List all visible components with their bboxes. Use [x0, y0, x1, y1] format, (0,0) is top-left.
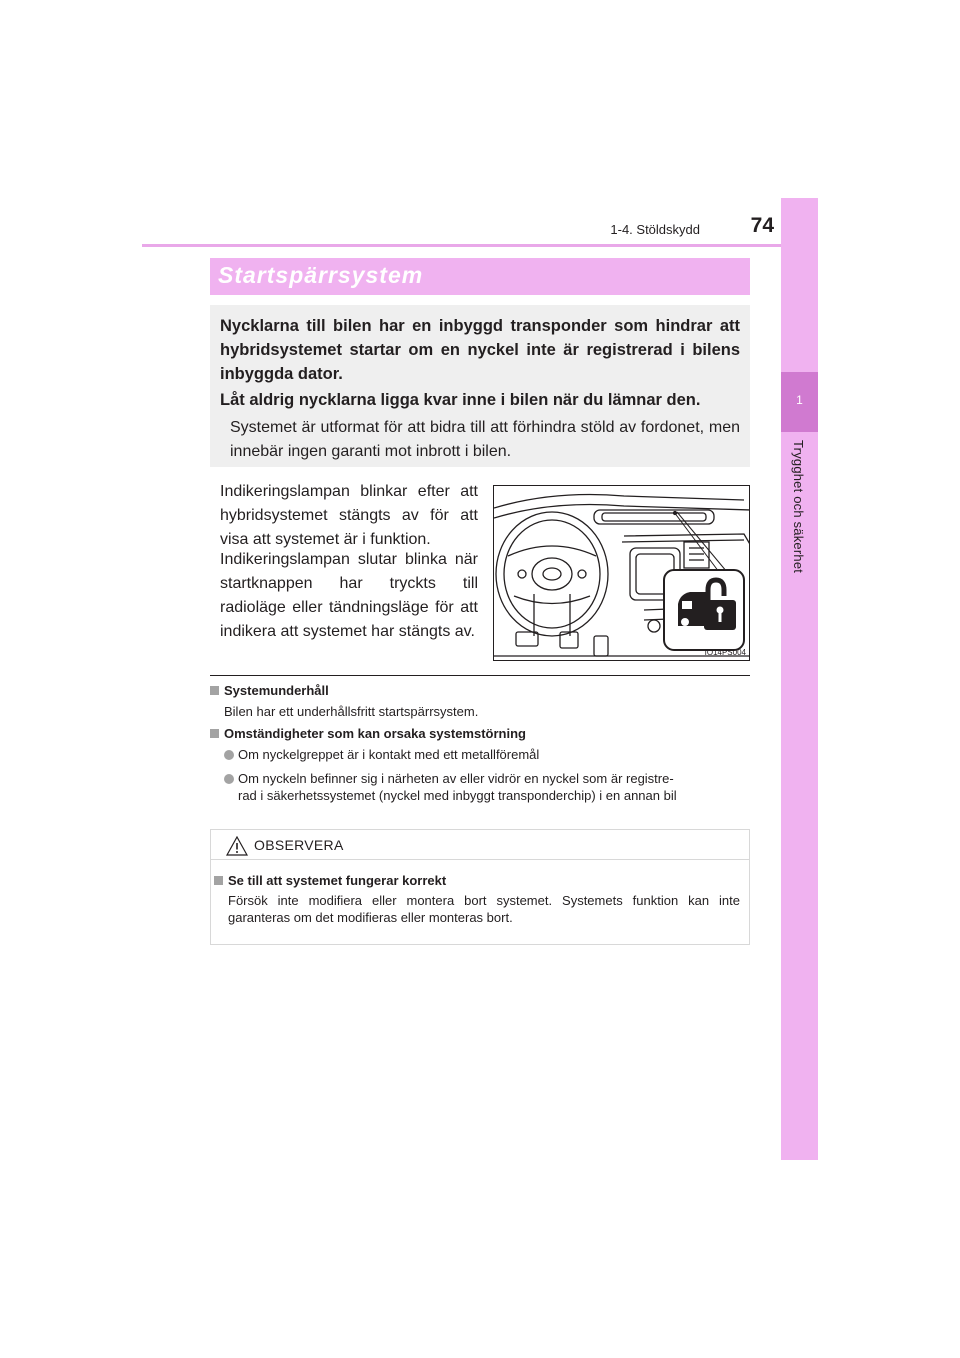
bullet-text: Om nyckelgreppet är i kontakt med ett metallföremål [238, 747, 540, 762]
caution-heading-text: Se till att systemet fungerar korrekt [228, 873, 447, 888]
body-paragraph-blinking: Indikeringslampan blinkar efter att hybridsystemet stängts av för att visa att systemet är i funktion. [220, 483, 478, 548]
section-divider [210, 675, 750, 676]
chapter-side-tab [781, 198, 818, 1160]
page-number: 74 [750, 214, 774, 237]
bullet-other-key-continued: rad i säkerhetssystemet (nyckel med inbyggt transponderchip) i en annan bil [238, 788, 677, 803]
round-bullet-icon [224, 774, 234, 784]
note-heading-text: Systemunderhåll [224, 683, 329, 698]
note-heading-maintenance [210, 683, 329, 698]
note-heading-interference [210, 726, 526, 741]
body-paragraph-stop-blinking: Indikeringslampan slutar blinka när startknappen har tryckts till radioläge eller tändningsläge för att indikera att systemet har stängts av. [220, 551, 478, 640]
header-rule [142, 244, 818, 247]
figure-code: IO14PS004 [704, 648, 746, 657]
summary-paragraph-warning: Låt aldrig nycklarna ligga kvar inne i bilen när du lämnar den. [220, 391, 701, 409]
caution-heading [214, 873, 446, 888]
summary-paragraph-transponder: Nycklarna till bilen har en inbyggd transponder som hindrar att hybridsystemet startar om en nyckel inte är registrerad i bilens inbyggda dator. [220, 317, 740, 383]
dashboard-illustration [493, 485, 750, 661]
chapter-title: Trygghet och säkerhet [791, 440, 806, 574]
bullet-text: Om nyckeln befinner sig i närheten av eller vidrör en nyckel som är registre- [238, 771, 674, 786]
square-bullet-icon [214, 876, 223, 885]
warning-triangle-icon [226, 836, 248, 856]
page-title: Startspärrsystem [218, 262, 424, 288]
note-text-maintenance: Bilen har ett underhållsfritt startspärrsystem. [224, 704, 479, 719]
dashboard-drawing [494, 486, 750, 661]
caution-label: OBSERVERA [254, 837, 344, 853]
caution-text: Försök inte modifiera eller montera bort systemet. Systemets funktion kan inte garanteras om det modifieras eller monteras bort. [228, 893, 740, 925]
square-bullet-icon [210, 729, 219, 738]
square-bullet-icon [210, 686, 219, 695]
section-reference: 1-4. Stöldskydd [610, 222, 700, 237]
caution-separator [211, 859, 749, 860]
bullet-other-key [224, 770, 750, 787]
bullet-metal-object [224, 746, 750, 763]
note-heading-text: Omständigheter som kan orsaka systemstörning [224, 726, 526, 741]
summary-paragraph-disclaimer: Systemet är utformat för att bidra till att förhindra stöld av fordonet, men innebär ingen garanti mot inbrott i bilen. [230, 419, 740, 460]
round-bullet-icon [224, 750, 234, 760]
chapter-number: 1 [796, 393, 803, 407]
